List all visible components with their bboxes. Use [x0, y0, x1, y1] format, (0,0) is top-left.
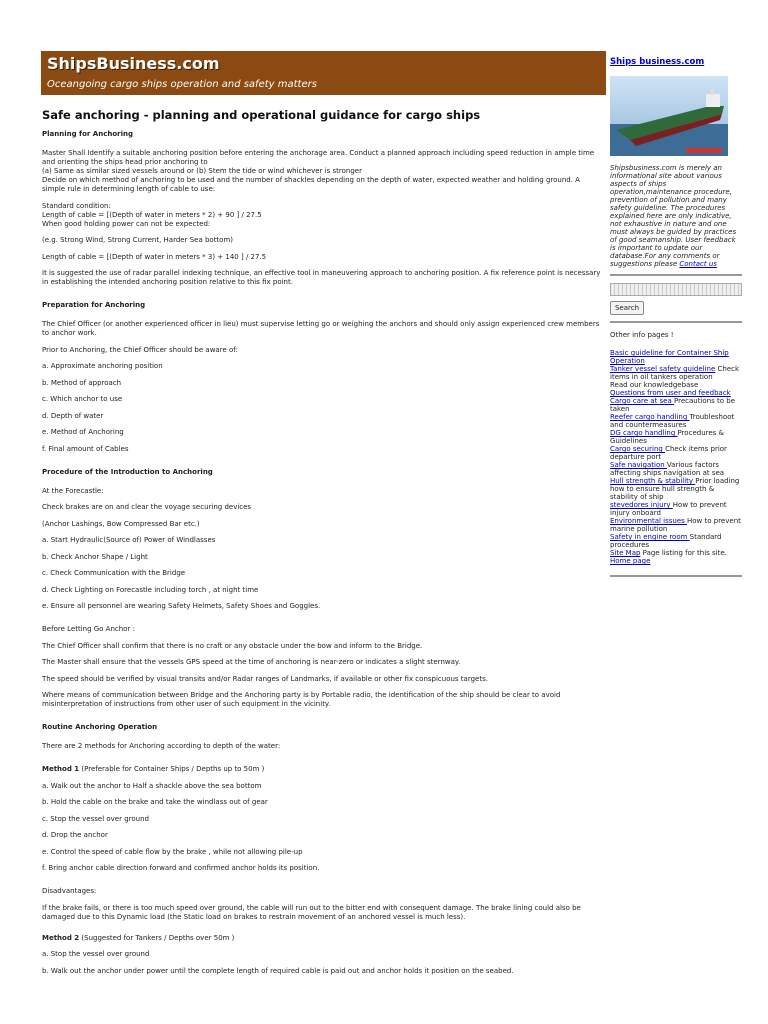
- list-item: b. Hold the cable on the brake and take the windlass out of gear: [42, 798, 268, 806]
- list-item: f. Bring anchor cable direction forward and confirmed anchor holds its position.: [42, 864, 320, 872]
- formula-text: Length of cable = [(Depth of water in meters * 2) + 90 ] / 27.5: [42, 210, 262, 219]
- other-pages-label: Other info pages !: [610, 331, 674, 339]
- info-link-item: [610, 381, 742, 389]
- info-link-desc: Read our knowledgebase: [610, 381, 699, 389]
- list-item: d. Drop the anchor: [42, 831, 108, 839]
- procedure-text: The Chief Officer shall confirm that there is no craft or any obstacle under the bow and inform to the Bridge.: [42, 641, 423, 650]
- list-item: b. Method of approach: [42, 378, 122, 387]
- disadvantages-text: If the brake fails, or there is too much speed over ground, the cable will run out to the bitter end with consequent damage. The brake lining could also be damaged due to this Dynamic load (the Static load on brakes to restrain movement of an anchored vessel is much less).: [42, 903, 581, 921]
- section-heading-planning: Planning for Anchoring: [42, 130, 133, 138]
- list-item: f. Final amount of Cables: [42, 444, 129, 453]
- site-tagline: Oceangoing cargo ships operation and safety matters: [47, 79, 317, 90]
- list-item: c. Which anchor to use: [42, 395, 123, 403]
- list-item: b. Check Anchor Shape / Light: [42, 552, 148, 561]
- site-description: [610, 164, 742, 268]
- search-button[interactable]: Search: [610, 301, 644, 315]
- info-link-item: [610, 549, 742, 557]
- info-link-desc: Troubleshoot and countermeasures: [610, 413, 735, 429]
- contact-link[interactable]: Contact us: [679, 260, 717, 268]
- info-link-desc: Various factors affecting ships navigation at sea: [610, 461, 725, 477]
- info-link-desc: How to prevent injury onboard: [610, 501, 727, 517]
- preparation-list: [42, 362, 604, 454]
- info-link[interactable]: Safe navigation: [610, 461, 667, 469]
- list-item: b. Walk out the anchor under power until the complete length of required cable is paid out and anchor holds it position on the seabed.: [42, 966, 514, 975]
- planning-text: Decide on which method of anchoring to be used and the number of shackles depending on the depth of water, expected weather and holding ground. A simple rule in determining length of cable to use:: [42, 176, 580, 193]
- procedure-text: The Master shall ensure that the vessels GPS speed at the time of anchoring is near-zero or indicates a slight sternway.: [42, 658, 461, 666]
- list-item: e. Method of Anchoring: [42, 428, 124, 436]
- divider: [610, 575, 742, 577]
- list-item: e. Ensure all personnel are wearing Safety Helmets, Safety Shoes and Goggles.: [42, 602, 321, 610]
- info-link-desc: Prior loading how to ensure hull strength & stability of ship: [610, 477, 740, 501]
- page-title: Safe anchoring - planning and operational guidance for cargo ships: [42, 108, 481, 122]
- info-link[interactable]: Cargo securing: [610, 445, 666, 453]
- standard-condition: [42, 202, 604, 229]
- list-item: d. Check Lighting on Forecastle including torch , at night time: [42, 585, 259, 594]
- info-link[interactable]: stevedores injury: [610, 501, 673, 509]
- list-item: c. Stop the vessel over ground: [42, 814, 149, 823]
- info-links-list: [610, 349, 742, 565]
- info-link-desc: Standard procedures: [610, 533, 722, 549]
- info-link-item: [610, 461, 742, 477]
- info-link-item: [610, 445, 742, 461]
- list-item: a. Walk out the anchor to Half a shackle above the sea bottom: [42, 781, 262, 790]
- info-link[interactable]: Safety in engine room: [610, 533, 690, 541]
- section-heading-preparation: Preparation for Anchoring: [42, 301, 146, 309]
- list-item: e. Control the speed of cable flow by the brake , while not allowing pile-up: [42, 847, 303, 856]
- method-2-note: (Suggested for Tankers / Depths over 50m ): [79, 933, 235, 942]
- info-link[interactable]: Basic guideline for Container Ship Operation: [610, 349, 729, 365]
- tanker-ship-image: [610, 76, 728, 156]
- section-heading-procedure: Procedure of the Introduction to Anchoring: [42, 467, 213, 476]
- info-link-item: [610, 533, 742, 549]
- list-item: At the Forecastle:: [42, 486, 104, 495]
- routine-intro: There are 2 methods for Anchoring according to depth of the water:: [42, 742, 281, 750]
- info-link[interactable]: Tanker vessel safety guideline: [610, 365, 716, 373]
- info-link-item: [610, 557, 742, 565]
- formula-text: When good holding power can not be expected:: [42, 219, 211, 228]
- info-link-desc: Check items prior departure port: [610, 445, 727, 461]
- info-link-item: [610, 477, 742, 501]
- site-logo-title: ShipsBusiness.com: [47, 54, 220, 73]
- method-1-note: (Preferable for Container Ships / Depths up to 50m ): [79, 765, 265, 773]
- info-link-item: [610, 397, 742, 413]
- info-link[interactable]: Environmental issues: [610, 517, 688, 525]
- info-link[interactable]: Hull strength & stability: [610, 477, 696, 485]
- info-link-item: [610, 501, 742, 517]
- info-link-item: [610, 365, 742, 381]
- disadvantages-label: Disadvantages:: [42, 887, 97, 895]
- section-heading-routine: Routine Anchoring Operation: [42, 723, 158, 731]
- info-link-desc: How to prevent marine pollution: [610, 517, 741, 533]
- list-item: Check brakes are on and clear the voyage securing devices: [42, 503, 252, 511]
- info-link-desc: Procedures & Guidelines: [610, 429, 724, 445]
- article: [42, 108, 604, 983]
- info-link-item: [610, 429, 742, 445]
- search-input[interactable]: [610, 283, 742, 296]
- info-link-desc: Precautions to be taken: [610, 397, 736, 413]
- planning-intro: [42, 149, 604, 194]
- procedure-text: Where means of communication between Bridge and the Anchoring party is by Portable radio, the identification of the ship should be clear to avoid misinterpretation of instructions from other user of such equipment in the vicinity.: [42, 691, 561, 708]
- method-2-label: Method 2: [42, 933, 80, 942]
- info-link[interactable]: Reefer cargo handling: [610, 413, 690, 421]
- info-link[interactable]: Questions from user and feedback: [610, 389, 731, 397]
- info-link-item: [610, 389, 742, 397]
- sidebar: [610, 58, 742, 66]
- info-link[interactable]: Home page: [610, 557, 651, 565]
- info-link-item: [610, 517, 742, 533]
- before-letting-go: Before Letting Go Anchor :: [42, 625, 135, 633]
- method-2-title: [42, 934, 604, 943]
- formula-text: Length of cable = [(Depth of water in meters * 3) + 140 ] / 27.5: [42, 252, 267, 261]
- planning-text: Master Shall Identify a suitable anchoring position before entering the anchorage area. Conduct a planned approach including speed reduction in ample time and orienting the ships head prior anchoring to: [42, 149, 595, 166]
- list-item: (Anchor Lashings, Bow Compressed Bar etc.): [42, 519, 200, 528]
- info-link[interactable]: Site Map: [610, 549, 641, 557]
- site-banner[interactable]: [41, 51, 606, 95]
- info-link[interactable]: Cargo care at sea: [610, 397, 675, 405]
- list-item: c. Check Communication with the Bridge: [42, 569, 186, 577]
- list-item: d. Depth of water: [42, 411, 104, 420]
- list-item: a. Start Hydraulic(Source of) Power of Windlasses: [42, 536, 216, 544]
- method-1-label: Method 1: [42, 765, 80, 773]
- info-link-item: [610, 349, 742, 365]
- example-text: (e.g. Strong Wind, Strong Current, Harder Sea bottom): [42, 236, 234, 244]
- info-link-item: [610, 413, 742, 429]
- site-description-text: Shipsbusiness.com is merely an informational site about various aspects of ships operation,maintenance procedure, prevention of pollution and many safety guideline. The procedures explained here are only indicative, not exhaustive in nature and one must always be guided by practices of good seamanship. User feedback is important to update our database.For any comments or suggestions please: [610, 164, 737, 268]
- info-link[interactable]: DG cargo handling: [610, 429, 678, 437]
- formula-text: Standard condition:: [42, 201, 111, 210]
- method-1-title: [42, 765, 604, 774]
- preparation-text: The Chief Officer (or another experienced officer in lieu) must supervise letting go or weighing the anchors and should only assign experienced crew members to anchor work.: [42, 320, 600, 337]
- info-link-desc: Check items in oil tankers operation: [610, 365, 740, 381]
- procedure-text: The speed should be verified by visual transits and/or Radar ranges of Landmarks, if available or other fix conspicuous targets.: [42, 674, 488, 683]
- sidebar-body: [610, 164, 742, 577]
- list-item: a. Stop the vessel over ground: [42, 950, 150, 958]
- radar-text: It is suggested the use of radar parallel indexing technique, an effective tool in maneuvering approach to anchoring position. A fix reference point is necessary in establishing the intended anchoring position relative to this fix point.: [42, 269, 601, 286]
- preparation-text: Prior to Anchoring, the Chief Officer should be aware of:: [42, 345, 238, 354]
- sidebar-home-link[interactable]: Ships business.com: [610, 57, 705, 67]
- planning-text: (a) Same as similar sized vessels around or (b) Stem the tide or wind whichever is stronger: [42, 167, 362, 175]
- list-item: a. Approximate anchoring position: [42, 362, 163, 370]
- info-link-desc: Page listing for this site.: [640, 549, 727, 557]
